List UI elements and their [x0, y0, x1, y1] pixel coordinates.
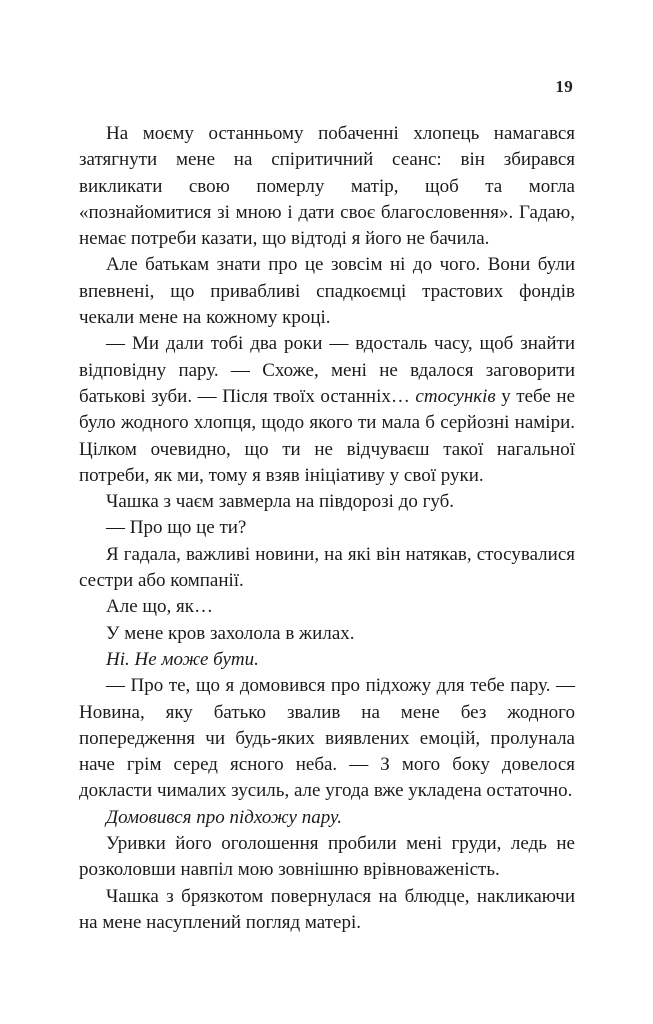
- text-segment: Уривки його оголошення пробили мені груди, ледь не розколовши навпіл мою зовнішню врівноваженість.: [79, 833, 575, 881]
- paragraph: [79, 515, 575, 541]
- text-segment: Але батькам знати про це зовсім ні до чого. Вони були впевнені, що привабливі спадкоємці трастових фондів чекали мене на кожному кроці.: [79, 254, 575, 329]
- text-segment: Чашка з чаєм завмерла на півдорозі до губ.: [106, 491, 455, 513]
- text-segment: — Ми дали тобі два роки — вдосталь часу, щоб знайти відповідну пару. — Схоже, мені не вдалося заговорити батькові зуби. — Після твоїх останніх…: [79, 333, 575, 407]
- paragraph: [79, 884, 575, 937]
- paragraph: [79, 252, 575, 331]
- text-segment: стосунків: [415, 385, 496, 407]
- text-segment: Але що, як…: [106, 596, 213, 618]
- paragraph: [79, 805, 575, 831]
- paragraph: [79, 673, 575, 804]
- text-segment: Ні. Не може бути.: [106, 648, 259, 670]
- paragraph: [79, 542, 575, 595]
- paragraph: [79, 489, 575, 515]
- page-number: 19: [555, 77, 573, 96]
- text-block: [79, 121, 575, 936]
- paragraph: [79, 331, 575, 489]
- text-segment: Домовився про підхожу пару.: [106, 806, 342, 828]
- text-segment: Я гадала, важливі новини, на які він натякав, стосувалися сестри або компанії.: [79, 543, 575, 592]
- text-segment: — Про що це ти?: [106, 517, 247, 539]
- text-segment: у тебе не було жодного хлопця, щодо якого ти мала б серйозні наміри. Цілком очевидно, що ти не відчуваєш такої нагальної потреби, як ми, тому я взяв ініціативу у свої руки.: [79, 385, 575, 486]
- paragraph: [79, 831, 575, 884]
- paragraph: [79, 594, 575, 620]
- text-segment: — Про те, що я домовився про підхожу для тебе пару. — Новина, яку батько звалив на мене без жодного попередження чи будь-яких виявлених емоцій, пролунала наче грім серед ясного неба. — З мого боку довелося докласти чималих зусиль, але угода вже укладена остаточно.: [79, 675, 575, 802]
- paragraph: [79, 647, 575, 673]
- paragraph: [79, 121, 575, 252]
- paragraph: [79, 621, 575, 647]
- text-segment: Чашка з брязкотом повернулася на блюдце, накликаючи на мене насуплений погляд матері.: [79, 885, 575, 933]
- text-segment: У мене кров захолола в жилах.: [106, 622, 355, 644]
- text-segment: На моєму останньому побаченні хлопець намагався затягнути мене на спіритичний сеанс: він збирався викликати свою померлу матір, щоб та могла «познайомитися зі мною і дати своє благословення». Гадаю, немає потреби казати, що відтоді я його не бачила.: [79, 123, 575, 250]
